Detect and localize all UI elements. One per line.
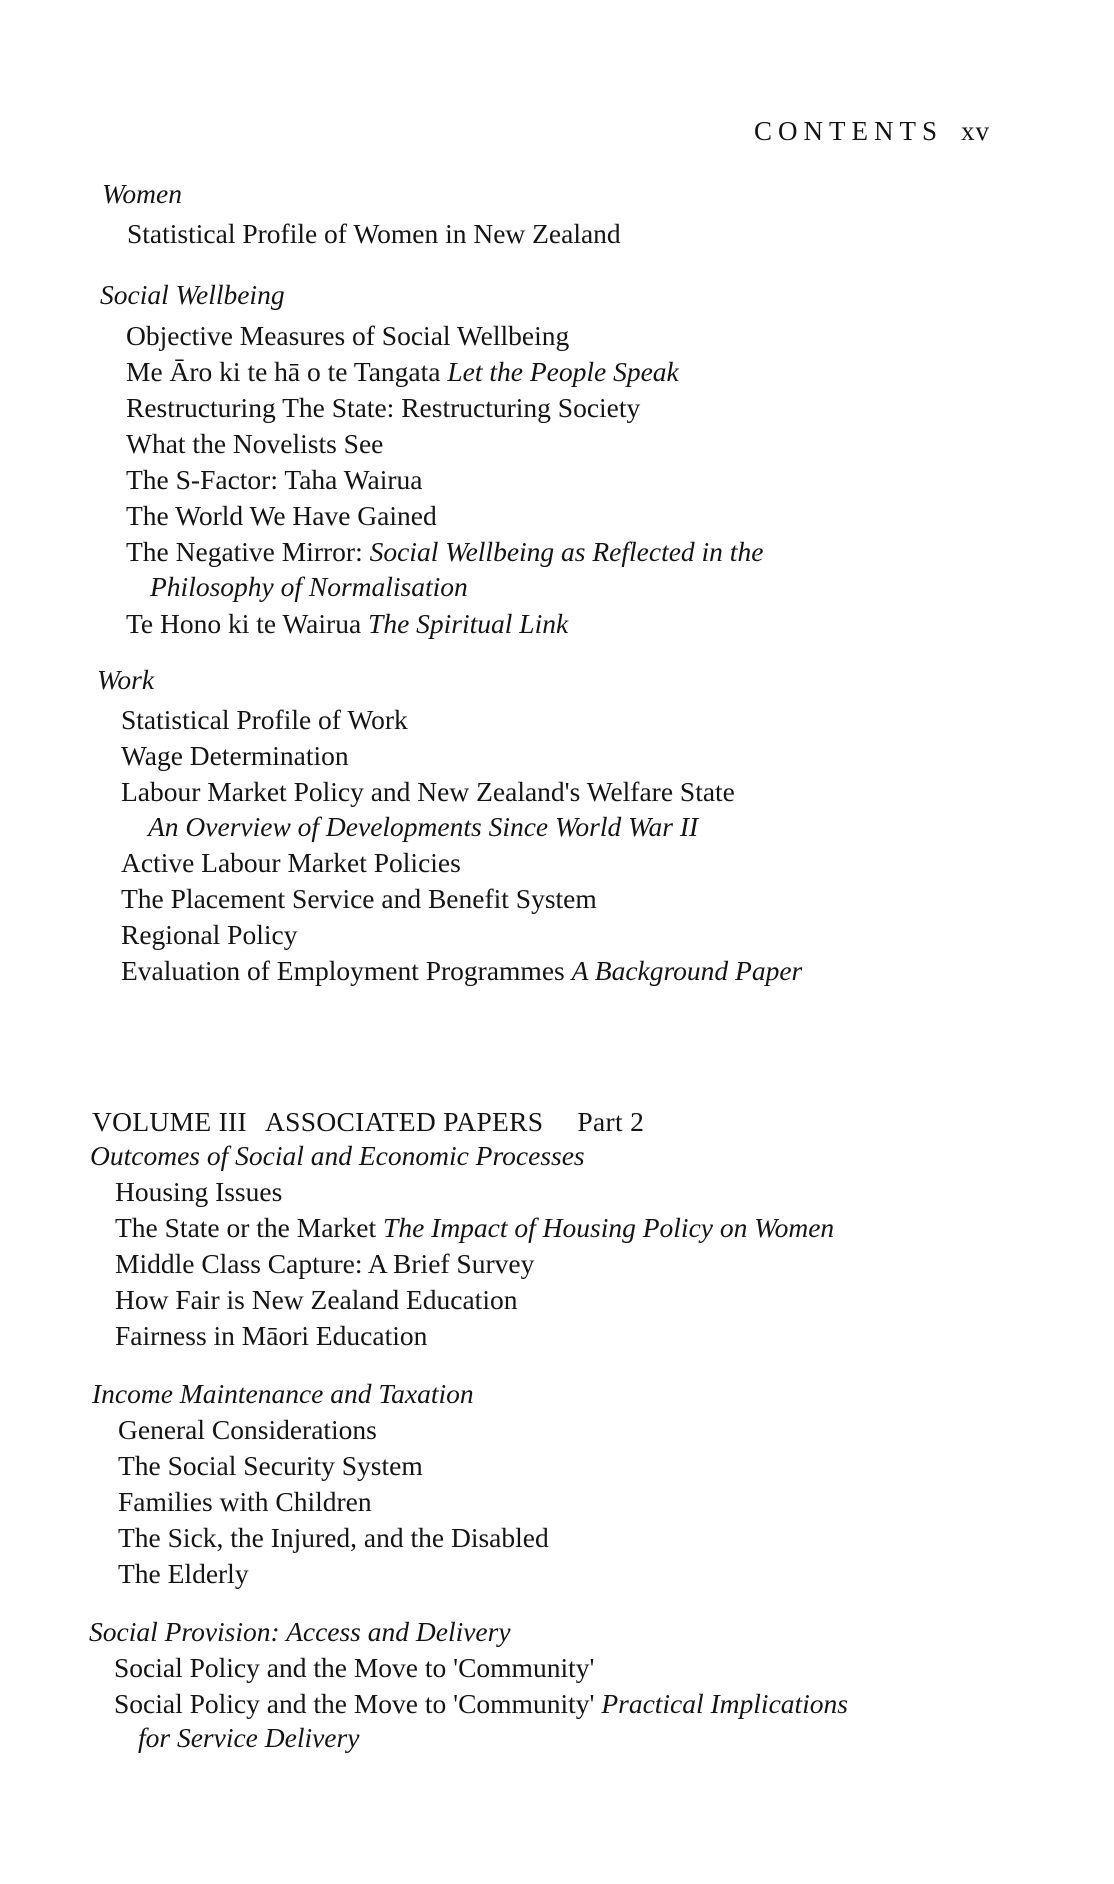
toc-entry: Labour Market Policy and New Zealand's Welfare State (121, 776, 735, 807)
toc-entry-continuation: An Overview of Developments Since World War II (148, 811, 699, 842)
toc-entry: Wage Determination (121, 740, 349, 771)
running-head (754, 116, 990, 147)
toc-entry: The Social Security System (118, 1450, 423, 1481)
toc-entry: Statistical Profile of Women in New Zealand (127, 218, 621, 249)
volume-heading (92, 1104, 644, 1140)
toc-entry: Statistical Profile of Work (121, 704, 408, 735)
section-heading-social-wellbeing: Social Wellbeing (100, 279, 285, 310)
toc-entry: How Fair is New Zealand Education (115, 1284, 518, 1315)
toc-entry: Restructuring The State: Restructuring Society (126, 392, 641, 423)
toc-entry: Middle Class Capture: A Brief Survey (115, 1248, 535, 1279)
toc-entry: The Sick, the Injured, and the Disabled (118, 1522, 549, 1553)
toc-entry: Me Āro ki te hā o te Tangata Let the People Speak (126, 356, 679, 387)
section-heading-income: Income Maintenance and Taxation (92, 1378, 474, 1409)
section-heading-provision: Social Provision: Access and Delivery (89, 1616, 511, 1647)
toc-entry: Housing Issues (115, 1176, 283, 1207)
toc-entry: Active Labour Market Policies (121, 847, 461, 878)
toc-entry: Families with Children (118, 1486, 372, 1517)
section-heading-outcomes: Outcomes of Social and Economic Processes (90, 1140, 585, 1171)
page-number: xv (961, 116, 990, 146)
toc-entry: The World We Have Gained (126, 500, 437, 531)
toc-entry: The Placement Service and Benefit System (121, 883, 597, 914)
toc-entry: Evaluation of Employment Programmes A Background Paper (121, 955, 803, 986)
section-heading-women: Women (102, 178, 182, 209)
toc-entry-continuation: Philosophy of Normalisation (150, 571, 468, 602)
toc-entry: The Negative Mirror: Social Wellbeing as Reflected in the (126, 536, 764, 567)
toc-entry: General Considerations (118, 1414, 377, 1445)
toc-entry: Regional Policy (121, 919, 298, 950)
toc-entry-continuation: for Service Delivery (138, 1722, 360, 1753)
toc-entry: What the Novelists See (126, 428, 384, 459)
toc-entry: Social Policy and the Move to 'Community' (114, 1652, 595, 1683)
section-heading-work: Work (97, 664, 155, 695)
toc-entry: The State or the Market The Impact of Housing Policy on Women (115, 1212, 835, 1243)
toc-entry: The S-Factor: Taha Wairua (126, 464, 423, 495)
running-head-title: CONTENTS (754, 116, 943, 146)
toc-entry: The Elderly (118, 1558, 249, 1589)
toc-entry: Social Policy and the Move to 'Community' Practical Implications (114, 1688, 849, 1719)
toc-entry: Fairness in Māori Education (115, 1320, 428, 1351)
toc-entry: Objective Measures of Social Wellbeing (126, 320, 570, 351)
volume-label: VOLUME III (92, 1106, 247, 1137)
toc-entry: Te Hono ki te Wairua The Spiritual Link (126, 608, 569, 639)
volume-title: ASSOCIATED PAPERS (264, 1106, 544, 1137)
volume-part: Part 2 (577, 1106, 645, 1137)
